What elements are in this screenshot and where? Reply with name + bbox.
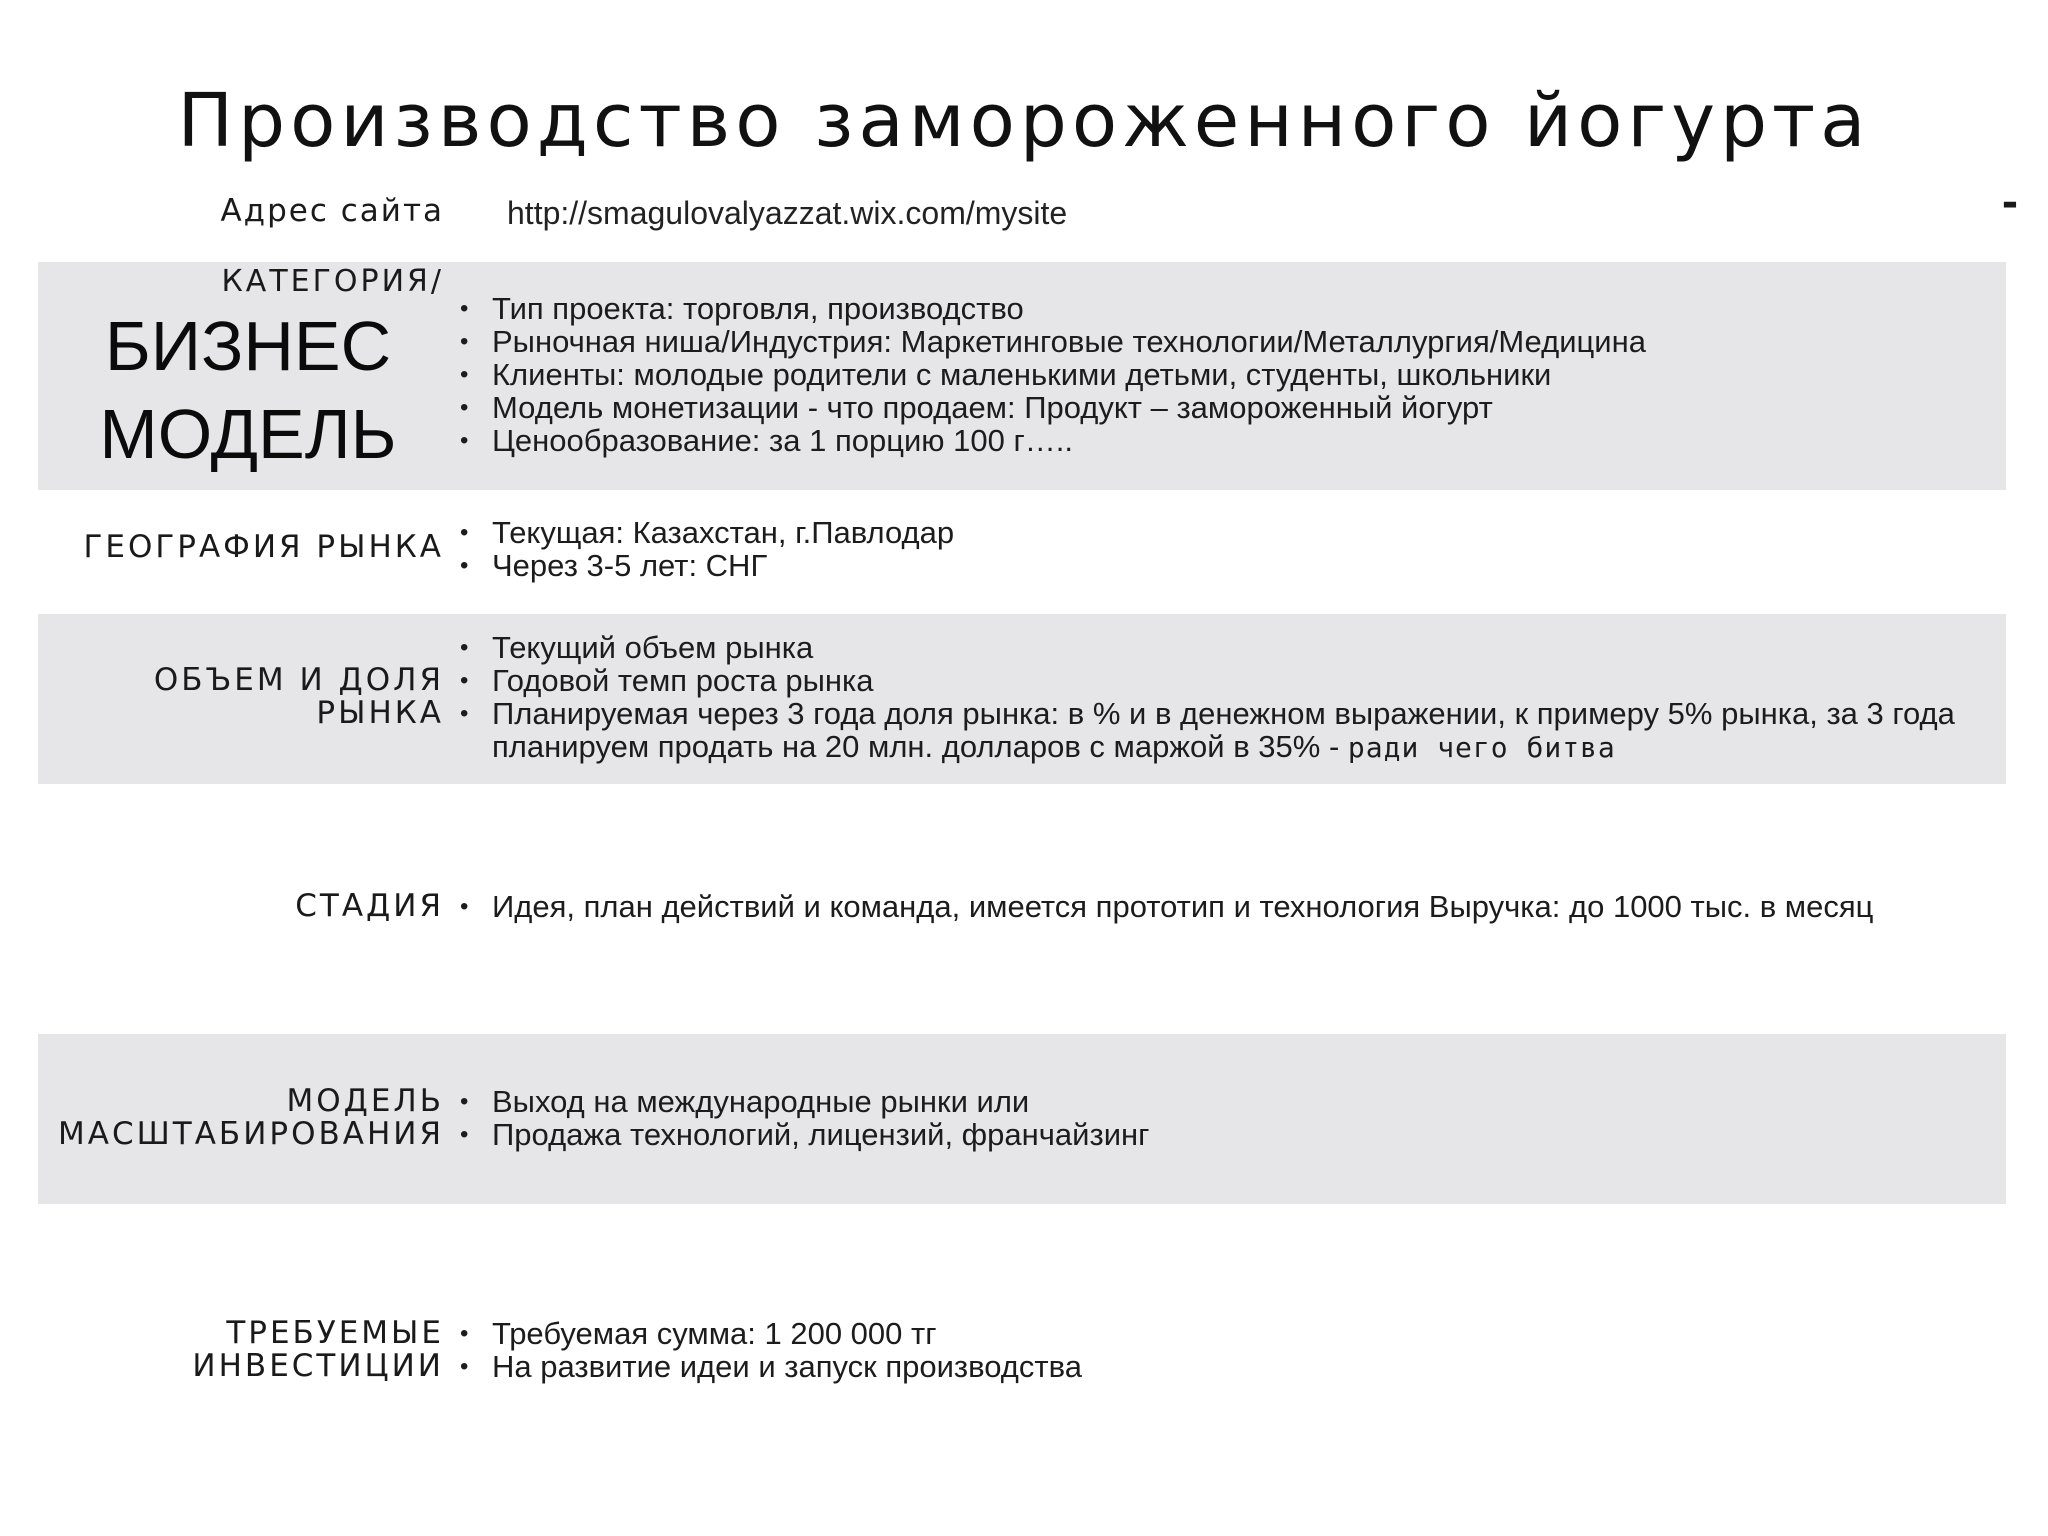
list-item: • Текущий объем рынка <box>458 631 1972 664</box>
scaling-label <box>58 1085 444 1151</box>
market-volume-label <box>154 664 444 730</box>
list-item: • На развитие идеи и запуск производства <box>458 1350 1082 1383</box>
business-model-heading-line2: МОДЕЛЬ <box>99 395 397 473</box>
market-volume-label-line1: ОБЪЕМ И ДОЛЯ <box>153 662 444 698</box>
page-title: Производство замороженного йогурта <box>177 78 1871 164</box>
market-volume-list <box>458 631 1972 764</box>
scaling-list <box>458 1085 1149 1151</box>
list-item <box>458 697 1972 764</box>
list-item: • Рыночная ниша/Индустрия: Маркетинговые технологии/Металлургия/Медицина <box>458 325 1646 358</box>
site-url-link[interactable]: http://smagulovalyazzat.wix.com/mysite <box>507 195 1068 231</box>
list-item: • Выход на международные рынки или <box>458 1085 1149 1118</box>
scaling-label-line2: МАСШТАБИРОВАНИЯ <box>58 1116 444 1152</box>
investment-label <box>192 1317 444 1383</box>
investment-list <box>458 1317 1082 1383</box>
list-item: • Ценообразование: за 1 порцию 100 г….. <box>458 424 1646 457</box>
investment-label-line2: ИНВЕСТИЦИИ <box>192 1348 444 1384</box>
corner-dash-mark: - <box>2002 175 2018 228</box>
geography-list <box>458 516 954 582</box>
business-model-heading-line1: БИЗНЕС <box>104 307 392 385</box>
site-address-label: Адрес сайта <box>220 193 444 229</box>
geography-label: ГЕОГРАФИЯ РЫНКА <box>83 529 444 565</box>
list-item: • Текущая: Казахстан, г.Павлодар <box>458 516 954 549</box>
list-item: • Годовой темп роста рынка <box>458 664 1972 697</box>
scaling-label-line1: МОДЕЛЬ <box>286 1083 444 1119</box>
list-item: • Продажа технологий, лицензий, франчайзинг <box>458 1118 1149 1151</box>
list-item: • Через 3-5 лет: СНГ <box>458 549 954 582</box>
business-model-heading <box>38 302 458 478</box>
list-item: • Требуемая сумма: 1 200 000 тг <box>458 1317 1082 1350</box>
list-item: • Клиенты: молодые родители с маленькими детьми, студенты, школьники <box>458 358 1646 391</box>
list-item: • Тип проекта: торговля, производство <box>458 292 1646 325</box>
list-item: • Идея, план действий и команда, имеется прототип и технология Выручка: до 1000 тыс. в месяц <box>458 890 1873 923</box>
business-model-list <box>458 292 1646 457</box>
stage-label: СТАДИЯ <box>295 888 444 924</box>
stage-list <box>458 890 1873 923</box>
market-volume-label-line2: РЫНКА <box>316 695 444 731</box>
category-label: КАТЕГОРИЯ/ <box>221 264 444 299</box>
investment-label-line1: ТРЕБУЕМЫЕ <box>226 1315 444 1351</box>
market-share-text: Планируемая через 3 года доля рынка: в % и в денежном выражении, к примеру 5% рынка, за 3 года планируем продать на 20 млн. долларов с маржой в 35% - <box>492 696 1955 764</box>
market-share-tail: ради чего битва <box>1347 731 1616 764</box>
list-item: • Модель монетизации - что продаем: Продукт – замороженный йогурт <box>458 391 1646 424</box>
